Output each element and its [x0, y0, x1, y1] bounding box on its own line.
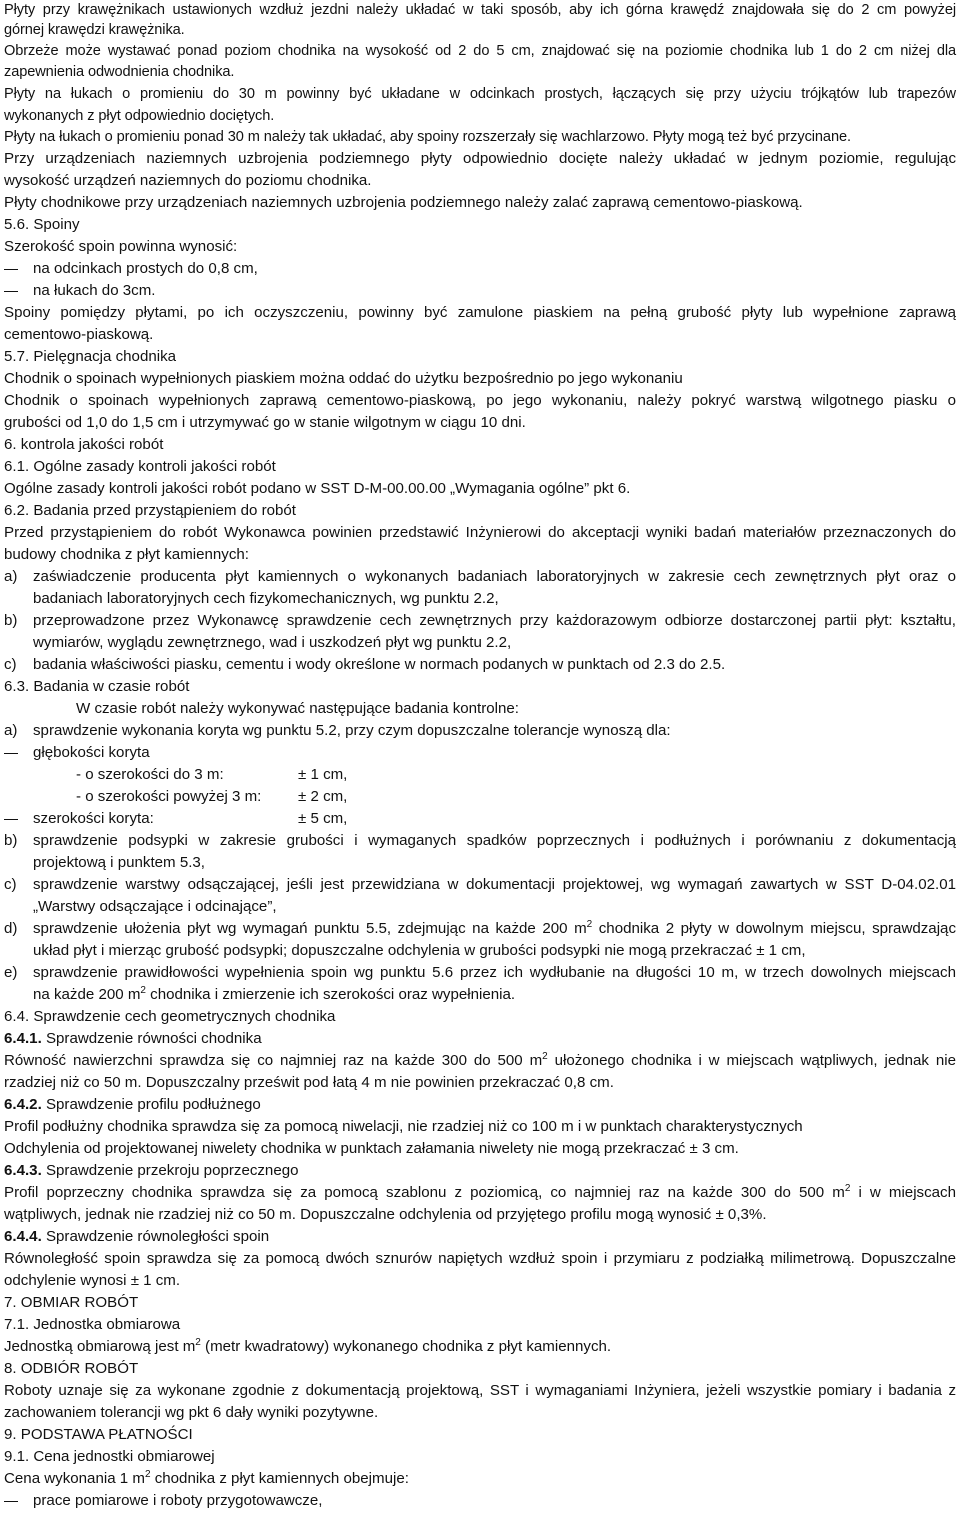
- section-heading: 9. PODSTAWA PŁATNOŚCI: [4, 1426, 193, 1443]
- text-line: Spoiny pomiędzy płytami, po ich oczyszczeniu, powinny być zamulone piaskiem na pełną grubość płyty lub wypełnione zaprawą: [4, 304, 956, 321]
- text-line: W czasie robót należy wykonywać następujące badania kontrolne:: [76, 700, 519, 717]
- section-heading: 6.3. Badania w czasie robót: [4, 678, 190, 695]
- text-line: wysokość urządzeń naziemnych do poziomu chodnika.: [4, 172, 372, 189]
- tolerance-value: ± 5 cm,: [298, 810, 348, 827]
- text-line: grubości od 1,0 do 1,5 cm i utrzymywać go w stanie wilgotnym w ciągu 10 dni.: [4, 414, 526, 431]
- list-item-text: badania właściwości piasku, cementu i wody określone w normach podanych w punktach od 2.3 do 2.5.: [33, 656, 726, 673]
- list-marker: c): [4, 656, 17, 673]
- list-marker: d): [4, 920, 18, 937]
- section-heading: [4, 1095, 261, 1115]
- text-line: Płyty przy krawężnikach ustawionych wzdłuż jezdni należy układać w taki sposób, aby ich górna krawędź znajdowała się do 2 cm powyżej: [4, 2, 956, 18]
- list-marker: e): [4, 964, 18, 981]
- list-item-text: na łukach do 3cm.: [33, 282, 156, 299]
- text-line: wątpliwych, jednak nie rzadziej niż co 50 m. Dopuszczalne odchylenia od przyjętego profilu mogą wynosić ± 0,3%.: [4, 1206, 767, 1223]
- tolerance-value: ± 1 cm,: [298, 766, 348, 783]
- text-run: Profil poprzeczny chodnika sprawdza się za pomocą szablonu z poziomicą, co najmniej raz na każde 300 do 500 m: [4, 1184, 845, 1201]
- tolerance-value: ± 2 cm,: [298, 788, 348, 805]
- heading-text: Sprawdzenie równości chodnika: [41, 1030, 262, 1047]
- list-item-text: projektową i punktem 5.3,: [33, 854, 205, 871]
- list-item-text: „Warstwy odsączające i odcinające”,: [33, 898, 277, 915]
- dash-bullet: [4, 1501, 18, 1502]
- section-heading: 5.7. Pielęgnacja chodnika: [4, 348, 177, 365]
- text-line: Równoległość spoin sprawdza się za pomocą dwóch sznurów napiętych wzdłuż spoin i przymiaru z podziałką milimetrową. Dopuszczalne: [4, 1250, 956, 1267]
- list-item-text: przeprowadzone przez Wykonawcę sprawdzenie cech zewnętrznych przy każdorazowym odbiorze dostarczonej partii płyt: kształtu,: [33, 612, 956, 629]
- heading-number: 6.4.4.: [4, 1228, 42, 1245]
- text-run: chodnika z płyt kamiennych obejmuje:: [150, 1470, 409, 1487]
- dash-list-item: [4, 743, 956, 763]
- dash-list-item: [4, 259, 956, 279]
- superscript: 2: [144, 1469, 151, 1480]
- superscript: 2: [542, 1051, 548, 1062]
- list-item-text: wymiarów, wyglądu zewnętrznego, wad i uszkodzeń płyt wg punktu 2.2,: [33, 634, 512, 651]
- text-line: Ogólne zasady kontroli jakości robót podano w SST D-M-00.00.00 „Wymagania ogólne” pkt 6.: [4, 480, 631, 497]
- superscript: 2: [140, 985, 146, 996]
- superscript: 2: [844, 1183, 851, 1194]
- dash-list-item: [4, 809, 956, 829]
- text-line: Płyty chodnikowe przy urządzeniach naziemnych uzbrojenia podziemnego należy zalać zaprawą cementowo-piaskową.: [4, 194, 803, 211]
- list-item-text: układ płyt i mierząc grubość podsypki; dopuszczalne odchylenia w grubości podsypki nie mogą przekraczać ± 1 cm,: [33, 942, 806, 959]
- section-heading: 6.1. Ogólne zasady kontroli jakości robót: [4, 458, 276, 475]
- text-run: chodnika i zmierzenie ich szerokości oraz wypełnienia.: [145, 986, 516, 1003]
- list-marker: b): [4, 612, 18, 629]
- section-heading: 8. ODBIÓR ROBÓT: [4, 1360, 139, 1377]
- section-heading: [4, 1227, 269, 1247]
- dash-bullet: [4, 753, 18, 754]
- heading-text: Sprawdzenie profilu podłużnego: [41, 1096, 261, 1113]
- text-run: Jednostką obmiarową jest m: [4, 1338, 196, 1355]
- dash-list-item: [4, 1491, 956, 1511]
- text-line: cementowo-piaskową.: [4, 326, 154, 343]
- tolerance-label: - o szerokości do 3 m:: [76, 766, 224, 783]
- text-line: Przy urządzeniach naziemnych uzbrojenia podziemnego płyty odpowiednio docięte należy układać w jednym poziomie, regulując: [4, 150, 956, 167]
- list-item-text: sprawdzenie prawidłowości wypełnienia spoin wg punktu 5.6 przez ich wydłubanie na długości 10 m, w trzech dowolnych miejscach: [33, 964, 956, 981]
- text-line: Chodnik o spoinach wypełnionych piaskiem można oddać do użytku bezpośrednio po jego wykonaniu: [4, 370, 683, 387]
- dash-bullet: [4, 269, 18, 270]
- list-item-text: szerokości koryta:: [33, 810, 154, 827]
- text-line: Roboty uznaje się za wykonane zgodnie z dokumentacją projektową, SST i wymaganiami Inżyniera, jeżeli wszystkie pomiary i badania z: [4, 1382, 956, 1399]
- list-marker: a): [4, 722, 18, 739]
- text-run: sprawdzenie ułożenia płyt wg wymagań punktu 5.5, zdejmując na każde 200 m: [33, 920, 587, 937]
- text-line: wykonanych z płyt odpowiednio dociętych.: [4, 108, 275, 124]
- section-heading: 7.1. Jednostka obmiarowa: [4, 1316, 181, 1333]
- text-line: Płyty na łukach o promieniu do 30 m powinny być układane w odcinkach prostych, łączących się przy użyciu trójkątów lub trapezów: [4, 86, 956, 102]
- list-marker: b): [4, 832, 18, 849]
- list-item-text: na odcinkach prostych do 0,8 cm,: [33, 260, 258, 277]
- superscript: 2: [195, 1337, 201, 1348]
- text-line: odchylenie wynosi ± 1 cm.: [4, 1272, 181, 1289]
- text-line: zachowaniem tolerancji wg pkt 6 dały wyniki pozytywne.: [4, 1404, 379, 1421]
- section-heading: 5.6. Spoiny: [4, 216, 80, 233]
- text-line: [4, 1337, 611, 1357]
- list-item-text: głębokości koryta: [33, 744, 150, 761]
- text-line: Odchylenia od projektowanej niwelety chodnika w punktach załamania niwelety nie mogą przekraczać ± 3 cm.: [4, 1140, 739, 1157]
- section-heading: 6. kontrola jakości robót: [4, 436, 164, 453]
- text-run: chodnika 2 płyty w dowolnym miejscu, sprawdzając: [592, 920, 956, 937]
- section-heading: 9.1. Cena jednostki obmiarowej: [4, 1448, 215, 1465]
- dash-bullet: [4, 291, 18, 292]
- list-item-text: prace pomiarowe i roboty przygotowawcze,: [33, 1492, 323, 1509]
- heading-number: 6.4.2.: [4, 1096, 42, 1113]
- text-line: Profil podłużny chodnika sprawdza się za pomocą niwelacji, nie rzadziej niż co 100 m i w punktach charakterystycznych: [4, 1118, 803, 1135]
- text-line: Płyty na łukach o promieniu ponad 30 m należy tak układać, aby spoiny rozszerzały się wachlarzowo. Płyty mogą też być przycinane.: [4, 129, 851, 145]
- list-item-text: [33, 985, 515, 1005]
- section-heading: [4, 1161, 299, 1181]
- section-heading: 7. OBMIAR ROBÓT: [4, 1294, 139, 1311]
- heading-text: Sprawdzenie równoległości spoin: [41, 1228, 270, 1245]
- text-line: [4, 1183, 956, 1203]
- heading-number: 6.4.3.: [4, 1162, 42, 1179]
- section-heading: 6.2. Badania przed przystąpieniem do robót: [4, 502, 296, 519]
- heading-number: 6.4.1.: [4, 1030, 42, 1047]
- text-line: zapewnienia odwodnienia chodnika.: [4, 64, 235, 80]
- list-item-text: sprawdzenie warstwy odsączającej, jeśli jest przewidziana w dokumentacji projektowej, wg wymagań zawartych w SST D-04.02.01: [33, 876, 956, 893]
- text-line: [4, 1051, 956, 1071]
- text-line: górnej krawędzi krawężnika.: [4, 22, 185, 38]
- text-line: Szerokość spoin powinna wynosić:: [4, 238, 238, 255]
- superscript: 2: [586, 919, 593, 930]
- text-run: (metr kwadratowy) wykonanego chodnika z płyt kamiennych.: [200, 1338, 612, 1355]
- list-item-text: badaniach laboratoryjnych cech fizykomechanicznych, wg punktu 2.2,: [33, 590, 499, 607]
- text-line: Przed przystąpieniem do robót Wykonawca powinien przedstawić Inżynierowi do akceptacji wyniki badań materiałów przeznaczonych do: [4, 524, 956, 541]
- dash-bullet: [4, 819, 18, 820]
- text-line: rzadziej niż co 50 m. Dopuszczalny prześwit pod łatą 4 m nie powinien przekraczać 0,8 cm.: [4, 1074, 614, 1091]
- text-run: Równość nawierzchni sprawdza się co najmniej raz na każde 300 do 500 m: [4, 1052, 543, 1069]
- text-run: na każde 200 m: [33, 986, 141, 1003]
- text-line: budowy chodnika z płyt kamiennych:: [4, 546, 249, 563]
- text-run: ułożonego chodnika i w miejscach wątpliwych, jednak nie: [547, 1052, 956, 1069]
- list-item-text: [33, 919, 956, 939]
- text-line: Chodnik o spoinach wypełnionych zaprawą cementowo-piaskową, po jego wykonaniu, należy pokryć warstwą wilgotnego piasku o: [4, 392, 956, 409]
- section-heading: [4, 1029, 262, 1049]
- tolerance-label: - o szerokości powyżej 3 m:: [76, 788, 262, 805]
- list-marker: a): [4, 568, 18, 585]
- list-item-text: zaświadczenie producenta płyt kamiennych o wykonanych badaniach laboratoryjnych w zakresie cech zewnętrznych płyt oraz o: [33, 568, 956, 585]
- text-run: i w miejscach: [850, 1184, 956, 1201]
- heading-text: Sprawdzenie przekroju poprzecznego: [41, 1162, 299, 1179]
- dash-list-item: [4, 281, 956, 301]
- list-item-text: sprawdzenie wykonania koryta wg punktu 5.2, przy czym dopuszczalne tolerancje wynoszą dla:: [33, 722, 671, 739]
- text-run: Cena wykonania 1 m: [4, 1470, 145, 1487]
- text-line: Obrzeże może wystawać ponad poziom chodnika na wysokość od 2 do 5 cm, znajdować się na poziomie chodnika lub 1 do 2 cm niżej dla: [4, 43, 956, 59]
- list-item-text: sprawdzenie podsypki w zakresie grubości i wymaganych spadków poprzecznych i podłużnych i porównaniu z dokumentacją: [33, 832, 956, 849]
- text-line: [4, 1469, 409, 1489]
- section-heading: 6.4. Sprawdzenie cech geometrycznych chodnika: [4, 1008, 336, 1025]
- list-marker: c): [4, 876, 17, 893]
